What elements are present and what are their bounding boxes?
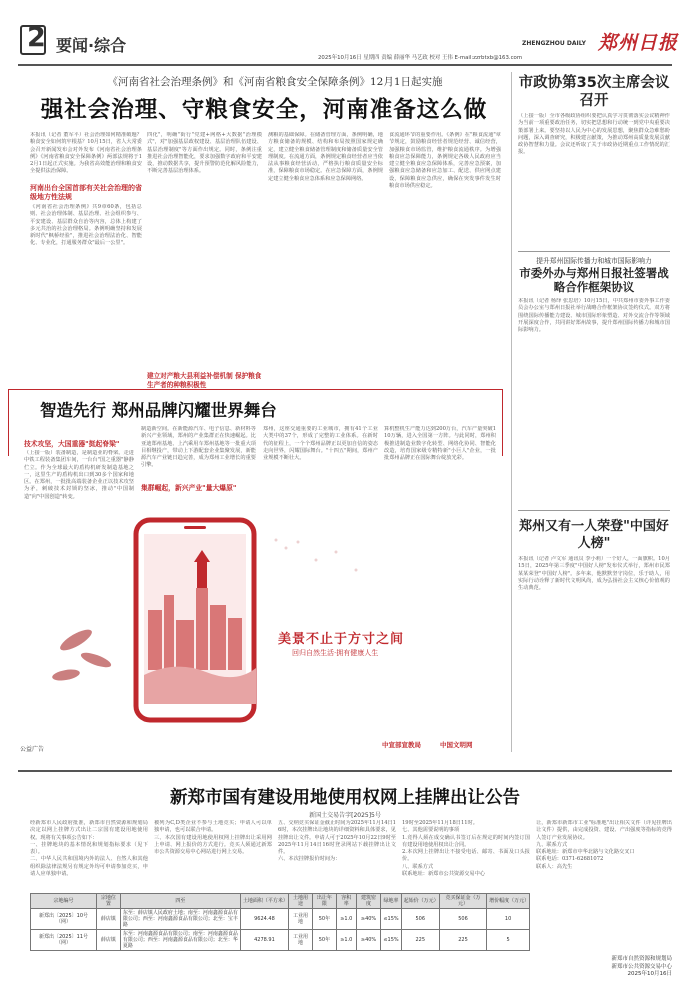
table-cell: 工业用地 bbox=[289, 930, 313, 951]
paper-logo: 郑州日报 bbox=[598, 32, 679, 54]
notice-title: 新郑市国有建设用地使用权网上挂牌出让公告 bbox=[170, 788, 520, 808]
brand-col-2: 制造新空间。在新能源汽车、电子信息、新材料等新兴产业领域，郑州的产业集群正在快速崛起。比亚迪郑州基地、上汽乘用车郑州基地等一批重大项目相继投产，带动上下游配套企业集聚发展，新能源汽车产业链日趋完善，成为郑州工业增长的重要引擎。 bbox=[141, 426, 256, 469]
notice-col-3: 五、交纳竞买保证金截止时间为2025年11月14日16时，本次挂牌出让地块的详细资料和具体要求，见挂牌出让文件。申请人可于2025年10月22日9时至2025年11月14日16时登录网站下载挂牌出让文件。 六、本次挂牌报价时间为： bbox=[278, 820, 396, 863]
table-row bbox=[31, 909, 530, 930]
table-cell: 5 bbox=[487, 930, 530, 951]
table-cell: 薛店镇 bbox=[96, 930, 120, 951]
ad-panel bbox=[16, 500, 504, 757]
table-header-cell: 土地用途 bbox=[289, 894, 313, 909]
table-cell: 10 bbox=[487, 909, 530, 930]
lead-headline: 强社会治理、守粮食安全，河南准备这么做 bbox=[40, 97, 488, 123]
masthead bbox=[0, 0, 690, 68]
lead-subhead-2: 建立对产粮大县利益补偿机制 保护粮食生产者的种粮积极性 bbox=[147, 372, 262, 389]
lead-col-3: 测粮的基础保障。在储备管理方面，条例明确，地方粮食储备的规模、结构和布局按照国家规定确定，建立健全粮食储备管理制度和储备质量安全管理制度。在流通方面，条例规定粮食经营者应当依法从事粮食经营活动，严格执行粮食质量安全标准，保障粮食市场稳定。在应急保障方面，条例规定建立健全粮食应急体系和应急保障网络。 bbox=[268, 132, 383, 182]
lead-col-1: 本报讯（记者 董军平）社会治理如何精准破题？粮食安全如何筑牢根基？10月15日，省人大常委会召开新闻发布会对外发布《河南省社会治理条例》《河南省粮食安全保障条例》两部法规将于12月1日起正式实施。为我省高效能治理和粮食安全提供法治保障。 bbox=[30, 132, 142, 175]
issue-info: 2025年10月16日 星期四 责编 薛丽华 马艺政 校对 王伟 E-mail:zzrbtxb@163.com bbox=[318, 55, 523, 61]
table-header-cell: 绿地率 bbox=[381, 894, 401, 909]
notice-col-5: 让，新郑市新郑市工业"标准地"出让相关文件（详见挂牌出让文件）提供，由完成投资、建设、产出强度等指标的竞得人签订产业发展协议。 九、联系方式 联系地址：新郑市中华北路与文化路交叉口 联系电话：0371-62681072 联系人：高先生 bbox=[536, 820, 672, 870]
masthead-rule bbox=[18, 64, 672, 66]
lead-subhead-1: 河南出台全国首部有关社会治理的省级地方性法规 bbox=[30, 184, 142, 201]
paper-latin-name: ZHENGZHOU DAILY bbox=[522, 40, 586, 47]
notice-top-rule bbox=[18, 770, 672, 772]
table-header-cell: 竞买保证金（万元） bbox=[439, 894, 486, 909]
sign-headline: 市委外办与郑州日报社签署战略合作框架协议 bbox=[519, 266, 669, 294]
lead-col-1b: 《河南省社会治理条例》共9章60条，包括总则、社会治理体制、基层治理、社会组织参与、平安建设、基层群众自治等内容，总体上构建了多元共治的社会治理格局。条例明确坚持和发展新时代"枫桥经验"，推进社会治理法治化、智能化、专业化，打通服务群众"最后一公里"。 bbox=[30, 204, 142, 247]
table-cell: ≥1.0 bbox=[336, 930, 356, 951]
table-cell: ≥40% bbox=[356, 930, 381, 951]
parcel-table bbox=[30, 893, 530, 951]
notice-signature: 新郑市自然资源和规划局 新郑市公共资源交易中心 2025年10月16日 bbox=[611, 956, 672, 977]
sign-body: 本报讯（记者 杨绎 张思培）10月15日，中共郑州市委外事工作委员会办公室与郑州日报社举行战略合作框架协议签约仪式。双方将围绕国际传播能力建设、城市国际形象塑造、对外交流合作等领域开展深度合作，共同讲好郑州故事，提升郑州国际传播力和城市国际影响力。 bbox=[518, 298, 670, 334]
table-row bbox=[31, 930, 530, 951]
table-cell: 225 bbox=[401, 930, 439, 951]
page-number: 2 bbox=[27, 22, 46, 53]
leaf-icon bbox=[51, 626, 112, 683]
lead-col-4: 食流通环节的重要作用。《条例》在"粮食流通"章节规定，鼓励粮食经营者规范经营、诚信经营，加强粮食市场监管，维护粮食流通秩序。为增强粮食应急保障能力，条例规定各级人民政府应当建立健全粮食应急保障体系，完善应急预案，加强粮食应急储备和应急加工、配送、供应网点建设，保障粮食应急供应，确保在突发事件发生时粮食市场供应稳定。 bbox=[389, 132, 501, 190]
table-cell: 东至：河南鑫源食品有限公司；南至：河南鑫源食品有限公司；西至：河南鑫源食品有限公司；北至：华夏路 bbox=[120, 930, 240, 951]
right-divider-2 bbox=[518, 510, 670, 511]
table-cell: 薛店镇 bbox=[96, 909, 120, 930]
table-cell: ≤15% bbox=[381, 909, 401, 930]
table-cell: 225 bbox=[439, 930, 486, 951]
table-cell: 50年 bbox=[312, 930, 336, 951]
table-header-cell: 容积率 bbox=[336, 894, 356, 909]
brand-col-3: 郑州，这座交通重要的工业城市，拥有41个工业大类中的37个，形成了完整的工业体系。在新时代的征程上，一个个郑州品牌正以更加自信的姿态走向世界，闪耀国际舞台。"十四五"期间，郑州产业规模不断壮大。 bbox=[263, 426, 378, 462]
meeting-headline: 市政协第35次主席会议召开 bbox=[518, 75, 670, 109]
ad-credit-1: 中宣部宣教局 bbox=[382, 741, 421, 749]
table-cell: ≥1.0 bbox=[336, 909, 356, 930]
table-header-cell: 起始价（万元） bbox=[401, 894, 439, 909]
brand-subhead-1: 技术攻坚，大国重器"挺起脊梁" bbox=[24, 440, 120, 448]
table-header-row bbox=[31, 894, 530, 909]
ad-label: 公益广告 bbox=[20, 746, 45, 753]
ad-credit-2: 中国文明网 bbox=[440, 741, 473, 749]
table-header-cell: 宗地编号 bbox=[31, 894, 97, 909]
table-cell: 9624.48 bbox=[240, 909, 288, 930]
goodpeople-body: 本报讯（记者 卢文军 通讯员 李小莉）一个好人，一面旗帜。10月15日，2025年第三季度"中国好人榜"发布仪式举行，郑州市民郑某某荣登"中国好人榜"。多年来，他默默坚守岗位，乐于助人，用实际行动诠释了新时代文明风尚，成为弘扬社会主义核心价值观的生动典范。 bbox=[518, 556, 670, 592]
section-name: 要闻·综合 bbox=[56, 36, 127, 55]
table-cell: ≥40% bbox=[356, 909, 381, 930]
table-cell: ≤15% bbox=[381, 930, 401, 951]
lead-kicker: 《河南省社会治理条例》和《河南省粮食安全保障条例》12月1日起实施 bbox=[107, 76, 443, 88]
table-cell: 506 bbox=[439, 909, 486, 930]
table-header-cell: 出让年限 bbox=[312, 894, 336, 909]
table-header-cell: 四至 bbox=[120, 894, 240, 909]
brand-col-1-text: （上接一版）装备制造，是制造业的脊梁。走进中铁工程装备集团车间，一台台"国之重器"静静伫立。作为全球最大的盾构机研发制造基地之一，这里生产的盾构机出口到30多个国家和地区。在郑州，一批批高端装备企业正以技术攻坚为矛，刺破技术封锁的坚冰，推动"中国制造"向"中国创造"转变。 bbox=[24, 450, 134, 500]
ad-title: 美景不止于方寸之间 bbox=[278, 632, 405, 647]
notice-col-2: 被列为C,D类企业不参与土地竞买；申请人可以单独申请，也可以联合申请。 三、本次国有建设用地使用权网上挂牌出让采用网上申请、网上报价的方式进行。竞买人须通过新郑市公共资源交易中心网站进行网上交易。 bbox=[154, 820, 272, 856]
brand-subhead-2: 集群崛起，新兴产业"量大爆原" bbox=[141, 484, 237, 492]
ad-illustration bbox=[16, 500, 504, 757]
table-cell: 4278.91 bbox=[240, 930, 288, 951]
table-cell: 新郑出〔2025〕11号（网） bbox=[31, 930, 97, 951]
brand-col-4: 算机整机生产能力达到200万台，汽车产量突破110万辆，进入全国第一方阵。与此同时，郑州积极推进制造业数字化转型、网络化协同、智能化改造，培育国家级专精特新"小巨人"企业，一批批郑州品牌正在国际舞台绽放光彩。 bbox=[384, 426, 496, 462]
goodpeople-headline: 郑州又有一人荣登"中国好人榜" bbox=[519, 519, 669, 551]
ad-subtitle: 回归自然生活·拥有健康人生 bbox=[292, 649, 379, 657]
table-header-cell: 建筑密度 bbox=[356, 894, 381, 909]
sign-kicker: 提升郑州国际传播力和城市国际影响力 bbox=[536, 257, 652, 265]
phone-speaker bbox=[184, 526, 206, 529]
notice-col-1: 经新郑市人民政府批准，新郑市自然资源和规划局决定以网上挂牌方式出让二宗国有建设用地使用权。现将有关事项公告如下： 一、挂牌地块的基本情况和规划指标要求（见下表）。 二、中华人民共和国境内外的法人、自然人和其他组织除法律法规另有规定外均可申请参加竞买，申请人应单独申请。 bbox=[30, 820, 148, 878]
dots-decoration bbox=[275, 539, 358, 572]
right-divider-1 bbox=[518, 251, 670, 252]
table-cell: 新郑出〔2025〕10号（网） bbox=[31, 909, 97, 930]
brand-headline: 智造先行 郑州品牌闪耀世界舞台 bbox=[40, 401, 277, 420]
lead-col-2: 四化"，明确"街行"党建+网格+大数据"治理模式"，对"加强基层政权建设、基层治理队伍建设、基层治理制度"等方面作出规定。同时，条例注重推进社会治理智能化，要求加强数字政府和平安建设，推动数据共享，提升预警防范化解风险能力，不断完善基层治理体系。 bbox=[147, 132, 262, 175]
table-cell: 工业用地 bbox=[289, 909, 313, 930]
right-column-divider bbox=[511, 72, 512, 752]
table-header-cell: 增价幅度（万元） bbox=[487, 894, 530, 909]
table-cell: 东至：薛店镇人民政府土地；南至：河南鑫源食品有限公司；西至：河南鑫源食品有限公司；北至：宝丰路 bbox=[120, 909, 240, 930]
meeting-body: （上接一版）全市各级政协组织要把认真学习贯彻落实会议精神作为当前一项重要政治任务，切实把思想和行动统一到党中央重要决策部署上来。要坚持以人民为中心的发展思想，聚焦群众急难愁盼问题，深入调查研究，积极建言献策，为推动郑州高质量发展贡献政协智慧和力量。会议还听取了关于市政协近期重点工作情况的汇报。 bbox=[518, 113, 670, 156]
notice-col-4: 19时至2025年11月18日11时。 七、其他需要说明的事项 1.竞得人须在成交确认书签订后在规定的时间内签订国有建设用地使用权出让合同。 2.本次网上挂牌出让不接受电话、邮寄、书面及口头报价。 八、联系方式 联系地址：新郑市公共资源交易中心 bbox=[402, 820, 530, 878]
table-cell: 506 bbox=[401, 909, 439, 930]
table-header-cell: 宗地位置 bbox=[96, 894, 120, 909]
table-header-cell: 土地面积（平方米） bbox=[240, 894, 288, 909]
table-cell: 50年 bbox=[312, 909, 336, 930]
notice-subtitle: 新国土交易告字[2025]5号 bbox=[309, 812, 381, 819]
